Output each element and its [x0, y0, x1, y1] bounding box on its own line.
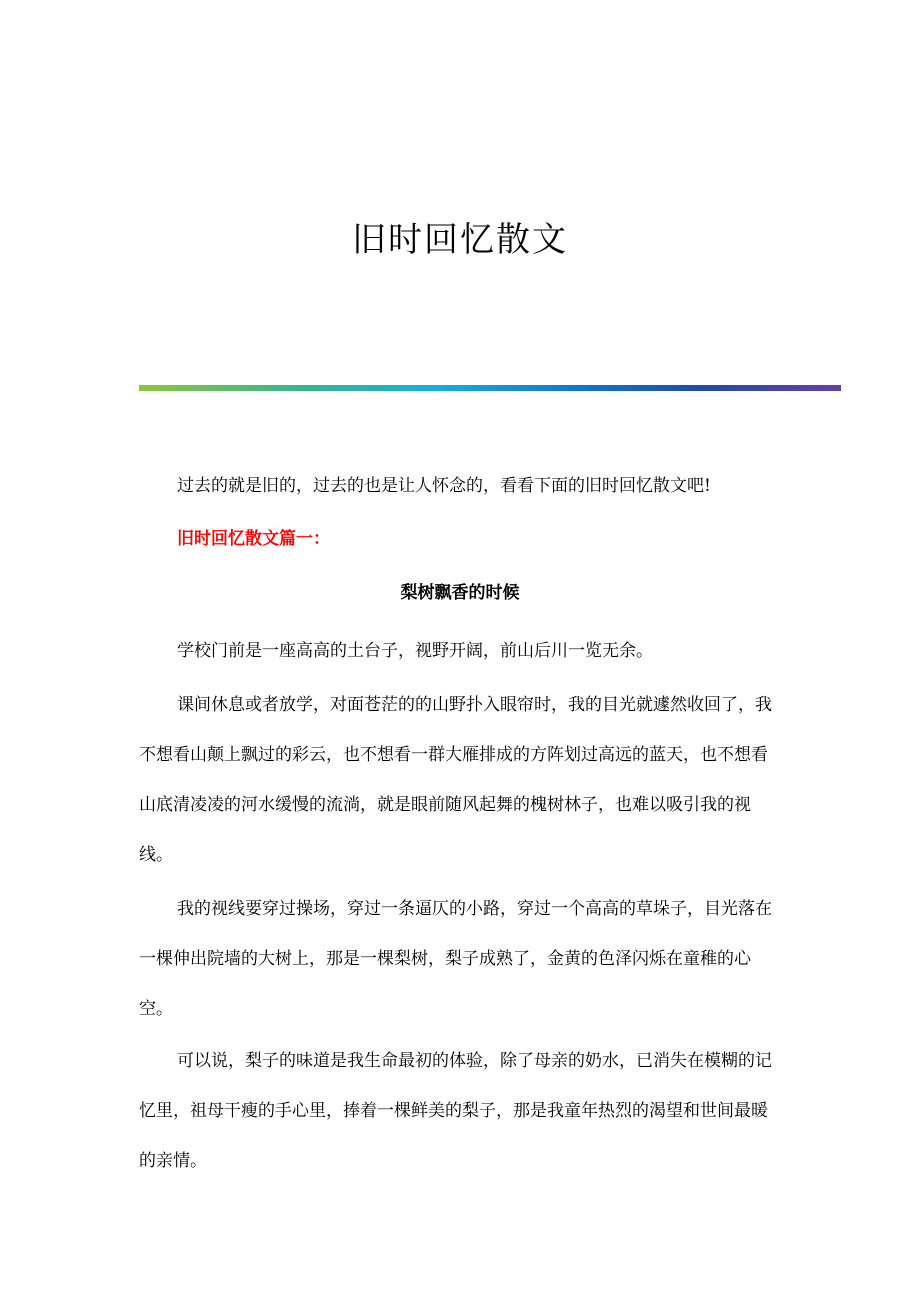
body-paragraph: 可以说，梨子的味道是我生命最初的体验，除了母亲的奶水，已消失在模糊的记忆里，祖母干瘦的手心里，捧着一棵鲜美的梨子，那是我童年热烈的渴望和世间最暖的亲情。 [139, 1051, 772, 1171]
body-paragraph: 我的视线要穿过操场，穿过一条逼仄的小路，穿过一个高高的草垛子，目光落在一棵伸出院墙的大树上，那是一棵梨树，梨子成熟了，金黄的色泽闪烁在童稚的心空。 [139, 899, 772, 1019]
body-paragraph: 学校门前是一座高高的土台子，视野开阔，前山后川一览无余。 [177, 641, 653, 661]
body-paragraph: 课间休息或者放学，对面苍茫的的山野扑入眼帘时，我的目光就遽然收回了，我不想看山颠上飘过的彩云，也不想看一群大雁排成的方阵划过高远的蓝天，也不想看山底清凌凌的河水缓慢的流淌，就是眼前随风起舞的槐树林子，也难以吸引我的视线。 [139, 695, 772, 865]
document-title: 旧时回忆散文 [352, 220, 568, 260]
intro-paragraph: 过去的就是旧的，过去的也是让人怀念的，看看下面的旧时回忆散文吧! [177, 476, 711, 496]
section-heading: 旧时回忆散文篇一： [177, 529, 330, 549]
title-divider [139, 385, 841, 391]
essay-title: 梨树飘香的时候 [400, 583, 520, 603]
